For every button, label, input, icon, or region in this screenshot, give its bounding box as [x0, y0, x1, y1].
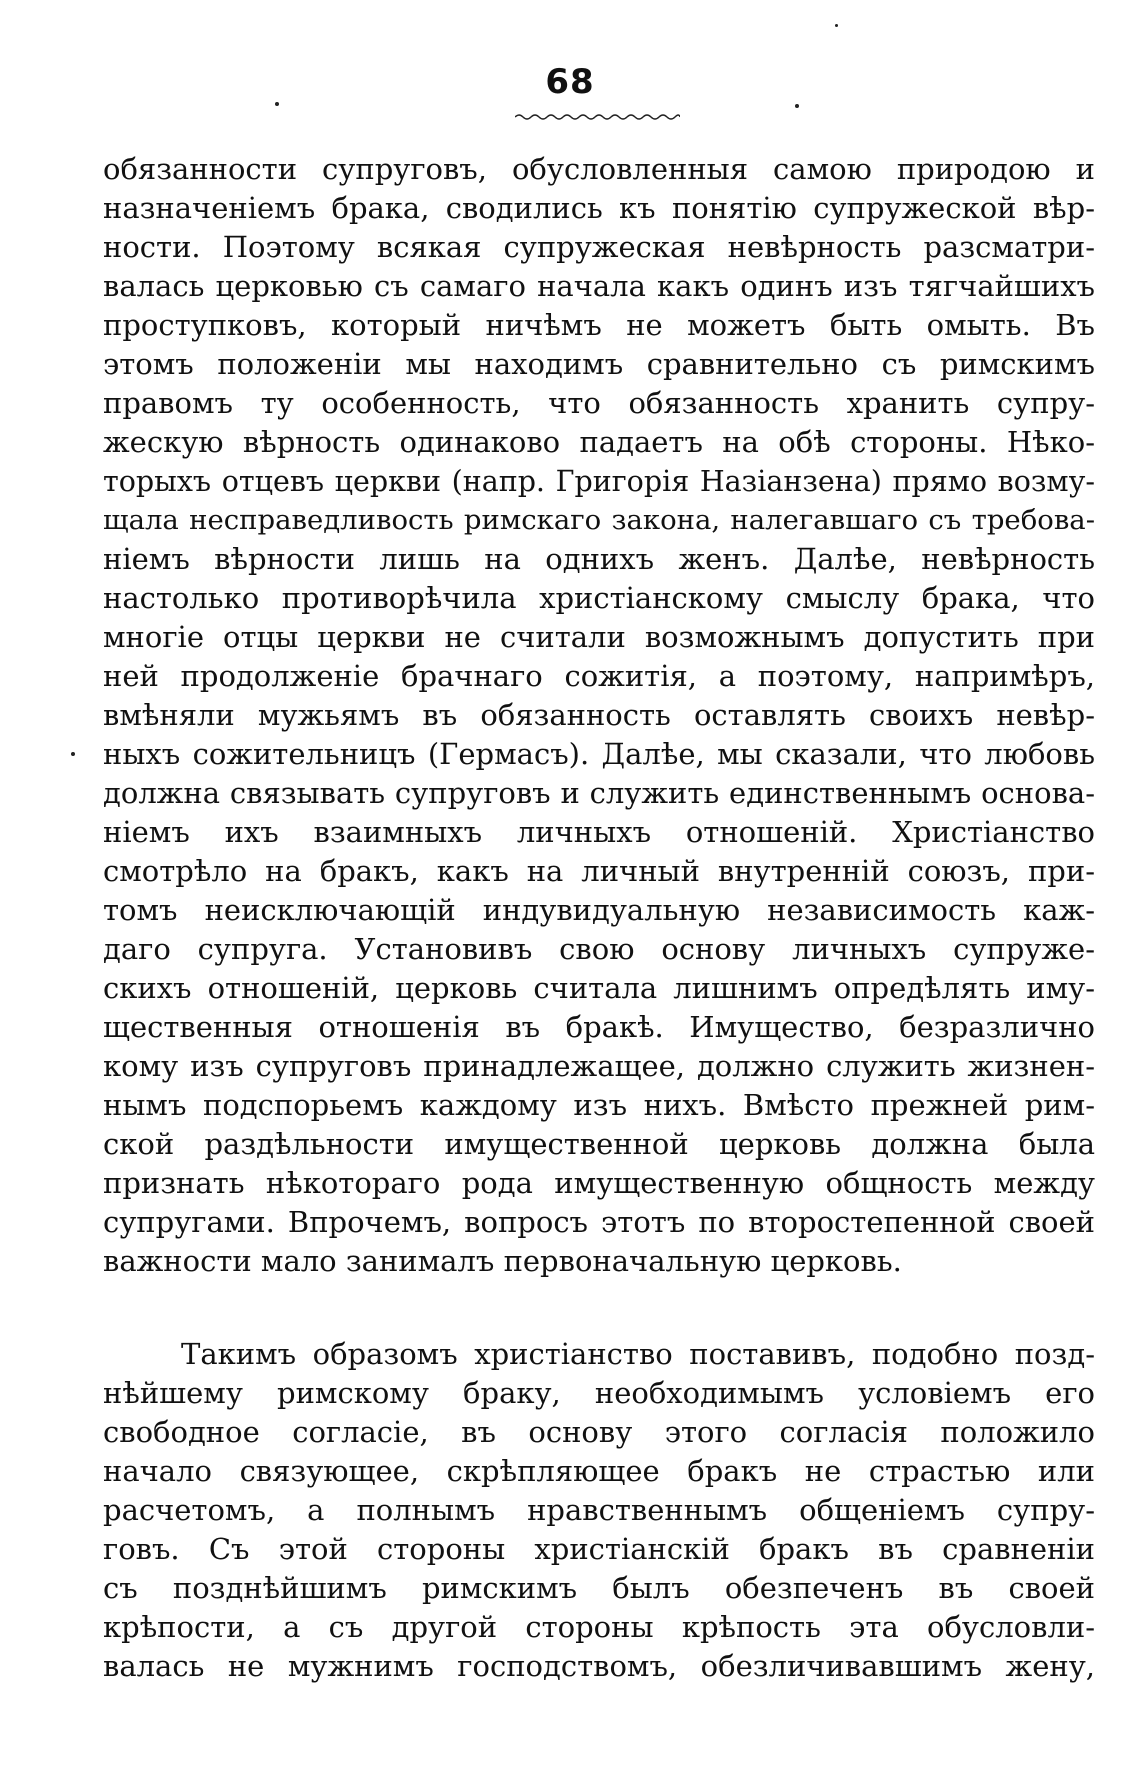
- text-line: этомъ положеніи мы находимъ сравнительно съ римскимъ: [103, 347, 1095, 381]
- page-number: 68: [545, 62, 595, 102]
- text-line: ныхъ сожительницъ (Гермасъ). Далѣе, мы сказали, что любовь: [103, 737, 1095, 771]
- text-line: съ позднѣйшимъ римскимъ былъ обезпеченъ въ своей: [103, 1571, 1095, 1605]
- print-speck: [275, 102, 279, 106]
- text-line: кому изъ супруговъ принадлежащее, должно служить жизнен-: [103, 1049, 1095, 1083]
- text-line: важности мало занималъ первоначальную церковь.: [103, 1244, 902, 1278]
- text-line: смотрѣло на бракъ, какъ на личный внутренній союзъ, при-: [103, 854, 1095, 888]
- text-line: жескую вѣрность одинаково падаетъ на обѣ стороны. Нѣко-: [103, 425, 1095, 459]
- text-line: правомъ ту особенность, что обязанность хранить супру-: [103, 386, 1095, 420]
- text-line: Такимъ образомъ христіанство поставивъ, подобно позд-: [181, 1337, 1095, 1371]
- text-line: назначеніемъ брака, сводились къ понятію супружеской вѣр-: [103, 191, 1095, 225]
- text-line: начало связующее, скрѣпляющее бракъ не страстью или: [103, 1454, 1095, 1488]
- text-line: многіе отцы церкви не считали возможнымъ допустить при: [103, 620, 1095, 654]
- text-line: томъ неисключающій индувидуальную независимость каж-: [103, 893, 1095, 927]
- text-line: ніемъ ихъ взаимныхъ личныхъ отношеній. Христіанство: [103, 815, 1095, 849]
- paragraph-1: [103, 150, 1095, 1281]
- text-line: торыхъ отцевъ церкви (напр. Григорія Назіанзена) прямо возму-: [103, 465, 1095, 498]
- text-line: вмѣняли мужьямъ въ обязанность оставлять своихъ невѣр-: [103, 698, 1095, 732]
- text-line: ней продолженіе брачнаго сожитія, а поэтому, напримѣръ,: [103, 659, 1095, 693]
- text-line: супругами. Впрочемъ, вопросъ этотъ по второстепенной своей: [103, 1205, 1095, 1239]
- body-text: [103, 150, 1095, 1686]
- page-header: [0, 62, 1140, 102]
- text-line: ности. Поэтому всякая супружеская невѣрность разсматри-: [103, 230, 1095, 264]
- text-line: нѣйшему римскому браку, необходимымъ условіемъ его: [103, 1376, 1095, 1410]
- text-line: щественныя отношенія въ бракѣ. Имущество, безразлично: [103, 1010, 1095, 1044]
- text-line: даго супруга. Установивъ свою основу личныхъ супруже-: [103, 932, 1095, 966]
- paragraph-gap: [103, 1281, 1095, 1335]
- text-line: щала несправедливость римскаго закона, налегавшаго съ требова-: [103, 504, 1095, 536]
- header-ornament: [515, 112, 680, 122]
- text-line: расчетомъ, а полнымъ нравственнымъ общеніемъ супру-: [103, 1493, 1095, 1527]
- text-line: проступковъ, который ничѣмъ не можетъ быть омыть. Въ: [103, 308, 1095, 342]
- text-line: нымъ подспорьемъ каждому изъ нихъ. Вмѣсто прежней рим-: [103, 1088, 1095, 1122]
- text-line: крѣпости, а съ другой стороны крѣпость эта обусловли-: [103, 1610, 1095, 1644]
- text-line: валась не мужнимъ господствомъ, обезличивавшимъ жену,: [103, 1649, 1095, 1683]
- text-line: скихъ отношеній, церковь считала лишнимъ опредѣлять иму-: [103, 971, 1095, 1005]
- wavy-rule: [515, 115, 680, 119]
- text-line: ской раздѣльности имущественной церковь должна была: [103, 1127, 1095, 1161]
- text-line: ніемъ вѣрности лишь на однихъ женъ. Далѣе, невѣрность: [103, 542, 1095, 576]
- text-line: признать нѣкотораго рода имущественную общность между: [103, 1166, 1095, 1200]
- print-speck: [835, 24, 838, 27]
- print-speck: [795, 104, 799, 108]
- text-line: говъ. Съ этой стороны христіанскій бракъ въ сравненіи: [103, 1532, 1095, 1566]
- text-line: свободное согласіе, въ основу этого согласія положило: [103, 1415, 1095, 1449]
- text-line: должна связывать супруговъ и служить единственнымъ основа-: [103, 776, 1095, 810]
- text-line: валась церковью съ самаго начала какъ одинъ изъ тягчайшихъ: [103, 269, 1095, 303]
- text-line: обязанности супруговъ, обусловленныя самою природою и: [103, 152, 1095, 186]
- paragraph-2: [103, 1335, 1095, 1686]
- print-speck: [71, 752, 75, 756]
- text-line: настолько противорѣчила христіанскому смыслу брака, что: [103, 581, 1095, 615]
